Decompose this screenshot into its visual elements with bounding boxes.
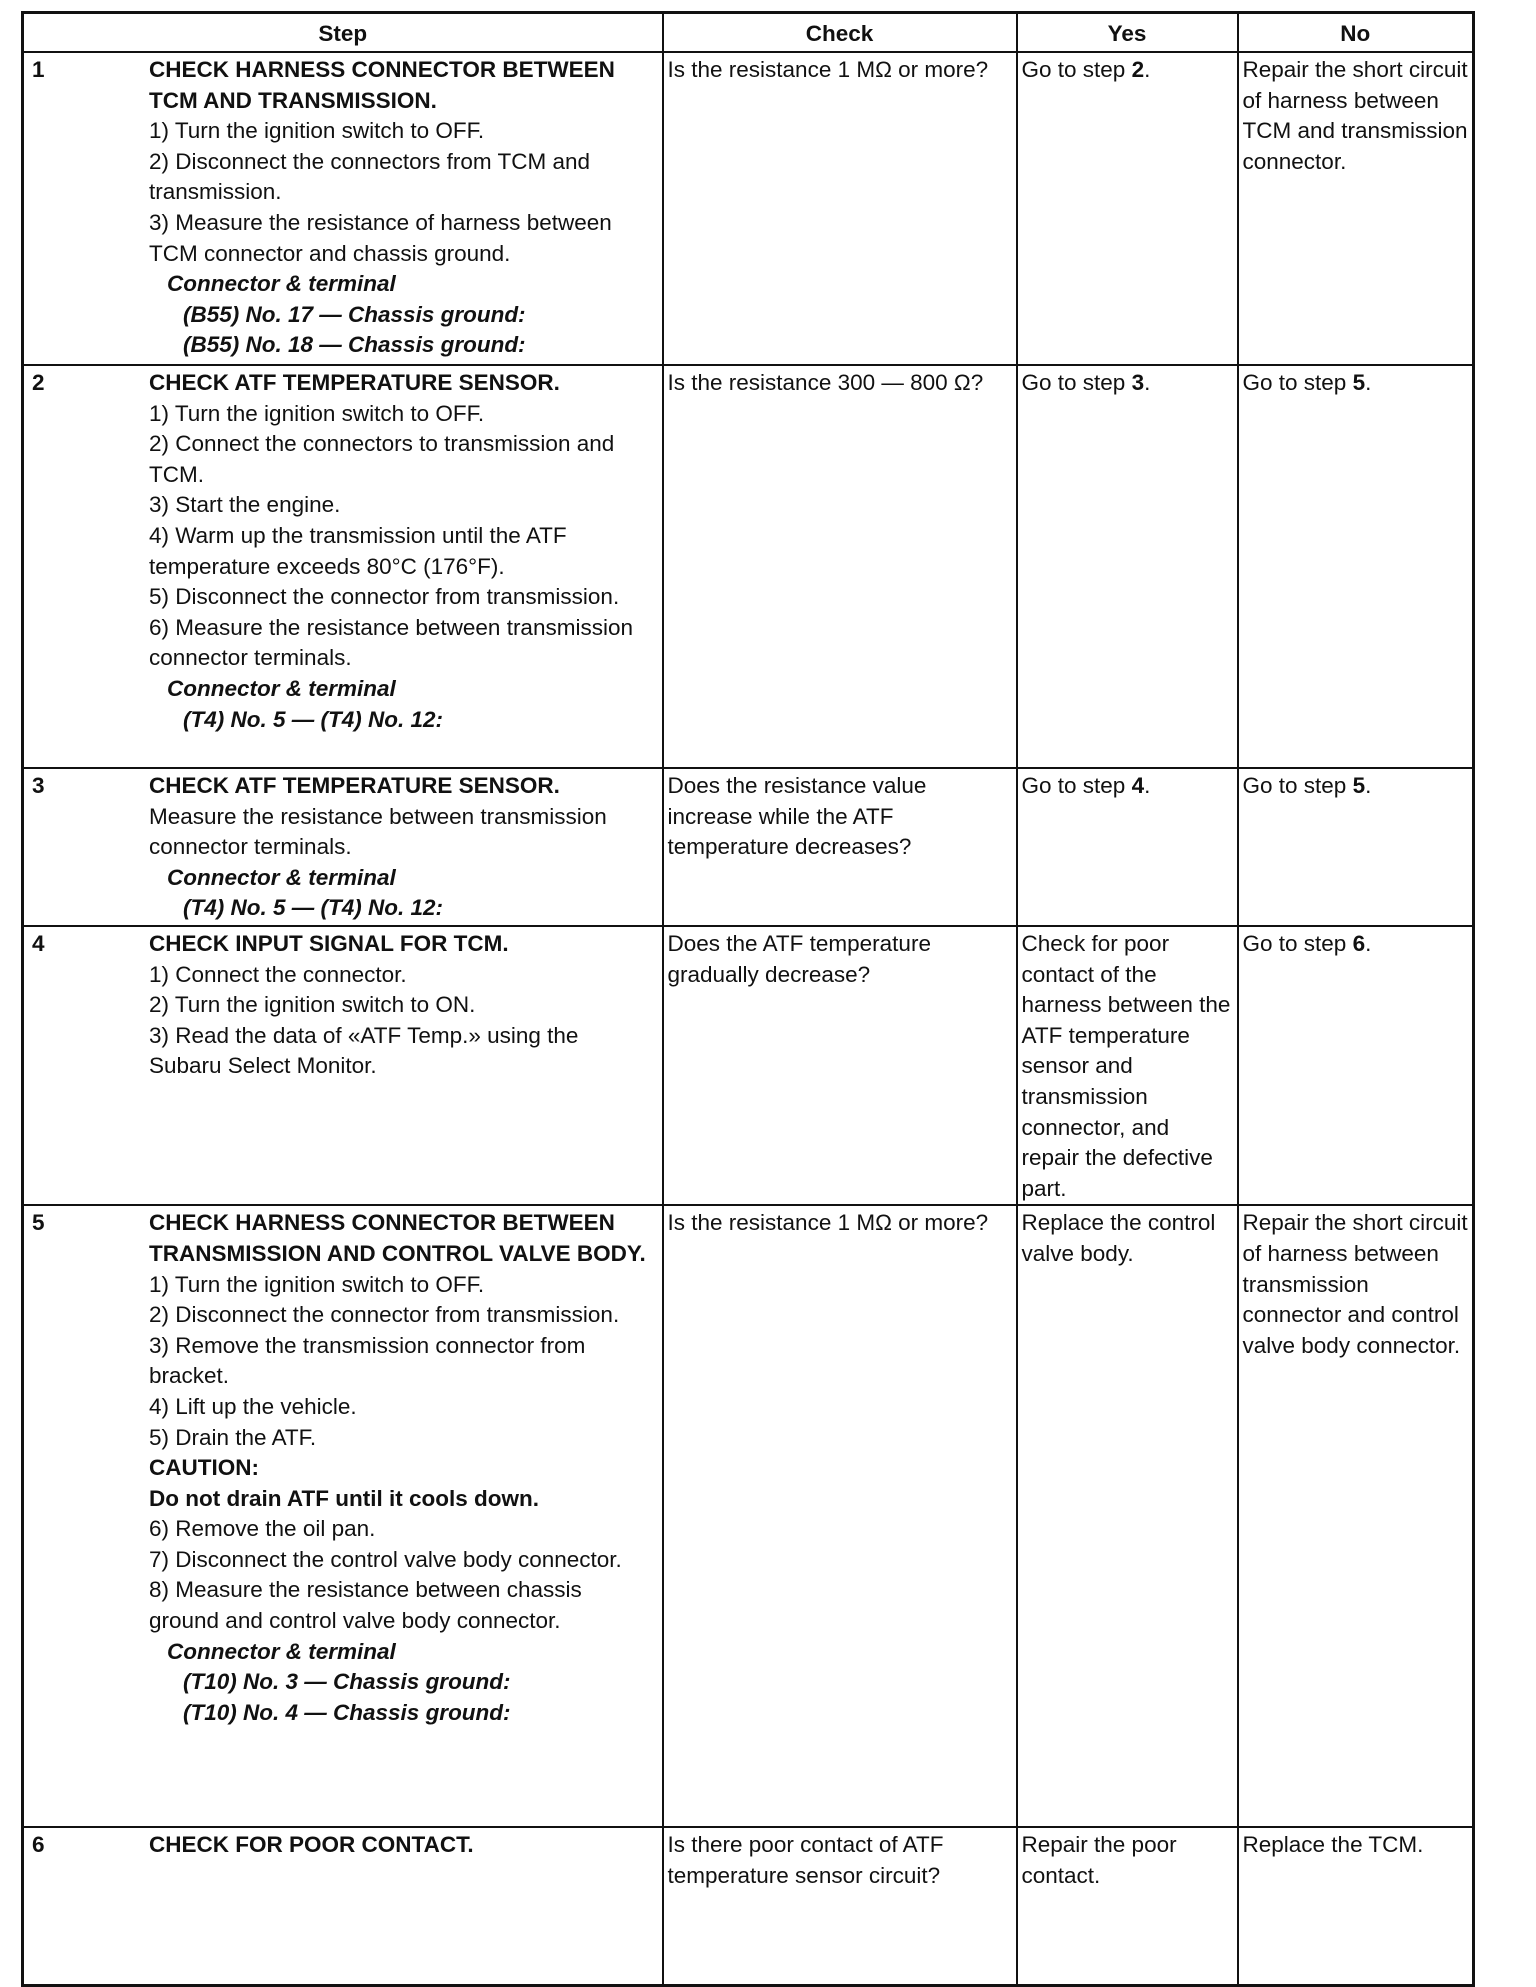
step-cell — [23, 1827, 663, 1985]
header-check: Check — [663, 13, 1017, 53]
step-number: 6 — [32, 1832, 45, 1858]
step-cell — [23, 768, 663, 926]
step-ref: 6 — [1352, 931, 1366, 956]
terminal-spec: (T4) No. 5 — (T4) No. 12: — [183, 895, 444, 921]
instruction-line: 6) Remove the oil pan. — [149, 1516, 376, 1542]
check-cell: Is there poor contact of ATF temperature sensor circuit? — [663, 1827, 1017, 1985]
table-header-row — [23, 13, 1474, 53]
instruction-line: 5) Drain the ATF. — [149, 1424, 317, 1450]
step-number: 2 — [32, 370, 45, 395]
no-cell: Go to step 5. — [1238, 768, 1474, 926]
header-no: No — [1238, 13, 1474, 53]
instruction-line: 3) Remove the transmission connector from bracket. — [149, 1332, 586, 1389]
diagnostic-procedure-table — [21, 11, 1475, 1987]
instruction-line: 1) Turn the ignition switch to OFF. — [149, 1271, 485, 1297]
check-cell: Does the resistance value increase while the ATF temperature decreases? — [663, 768, 1017, 926]
check-cell: Is the resistance 300 — 800 Ω? — [663, 365, 1017, 768]
header-yes: Yes — [1017, 13, 1238, 53]
instruction-line: 3) Start the engine. — [149, 492, 341, 518]
connector-label: Connector & terminal — [167, 864, 396, 890]
table-row — [23, 926, 1474, 1205]
connector-label: Connector & terminal — [167, 271, 396, 297]
step-ref: 5 — [1352, 773, 1366, 798]
table-row — [23, 1827, 1474, 1985]
instruction-line: 6) Measure the resistance between transmission connector terminals. — [149, 614, 633, 671]
instruction-line: 7) Disconnect the control valve body connector. — [149, 1546, 622, 1572]
table-row — [23, 1205, 1474, 1827]
yes-cell: Check for poor contact of the harness between the ATF temperature sensor and transmission connector, and repair the defective part. — [1017, 926, 1238, 1205]
instruction-line: Measure the resistance between transmission connector terminals. — [149, 803, 607, 860]
no-cell: Go to step 6. — [1238, 926, 1474, 1205]
step-cell — [23, 52, 663, 365]
no-cell: Repair the short circuit of harness between transmission connector and control valve body connector. — [1238, 1205, 1474, 1827]
connector-label: Connector & terminal — [167, 1638, 396, 1664]
no-cell: Replace the TCM. — [1238, 1827, 1474, 1985]
table-row — [23, 768, 1474, 926]
connector-label: Connector & terminal — [167, 675, 396, 701]
instruction-line: 2) Disconnect the connectors from TCM and transmission. — [149, 148, 591, 205]
terminal-spec: (T10) No. 3 — Chassis ground: — [183, 1669, 511, 1695]
step-ref: 2 — [1131, 57, 1145, 82]
header-step: Step — [23, 13, 663, 53]
terminal-spec: (B55) No. 18 — Chassis ground: — [183, 332, 526, 358]
check-cell: Does the ATF temperature gradually decrease? — [663, 926, 1017, 1205]
table-row — [23, 52, 1474, 365]
step-title: CHECK ATF TEMPERATURE SENSOR. — [149, 773, 560, 798]
step-title: CHECK INPUT SIGNAL FOR TCM. — [149, 931, 509, 956]
instruction-line: 3) Read the data of «ATF Temp.» using the Subaru Select Monitor. — [149, 1022, 579, 1079]
step-cell — [23, 926, 663, 1205]
instruction-line: 8) Measure the resistance between chassis ground and control valve body connector. — [149, 1577, 582, 1634]
instruction-line: 1) Turn the ignition switch to OFF. — [149, 400, 485, 426]
check-cell: Is the resistance 1 MΩ or more? — [663, 52, 1017, 365]
yes-cell: Repair the poor contact. — [1017, 1827, 1238, 1985]
step-ref: 3 — [1131, 370, 1145, 395]
terminal-spec: (T4) No. 5 — (T4) No. 12: — [183, 706, 444, 732]
step-title: CHECK FOR POOR CONTACT. — [149, 1832, 474, 1858]
yes-cell: Replace the control valve body. — [1017, 1205, 1238, 1827]
instruction-line: 2) Disconnect the connector from transmission. — [149, 1302, 620, 1328]
table-row — [23, 365, 1474, 768]
no-cell: Repair the short circuit of harness between TCM and transmission connector. — [1238, 52, 1474, 365]
instruction-line: 2) Connect the connectors to transmission and TCM. — [149, 431, 615, 487]
instruction-line: 4) Lift up the vehicle. — [149, 1393, 357, 1419]
instruction-line: 1) Turn the ignition switch to OFF. — [149, 118, 485, 144]
caution-text: Do not drain ATF until it cools down. — [149, 1485, 539, 1511]
step-cell — [23, 365, 663, 768]
instruction-line: 2) Turn the ignition switch to ON. — [149, 992, 476, 1018]
step-title: CHECK ATF TEMPERATURE SENSOR. — [149, 370, 560, 395]
yes-cell: Go to step 4. — [1017, 768, 1238, 926]
caution-label: CAUTION: — [149, 1455, 259, 1481]
step-ref: 5 — [1352, 370, 1366, 395]
terminal-spec: (T10) No. 4 — Chassis ground: — [183, 1699, 511, 1725]
instruction-line: 4) Warm up the transmission until the ATF temperature exceeds 80°C (176°F). — [149, 522, 567, 579]
no-cell: Go to step 5. — [1238, 365, 1474, 768]
instruction-line: 5) Disconnect the connector from transmission. — [149, 584, 620, 610]
check-cell: Is the resistance 1 MΩ or more? — [663, 1205, 1017, 1827]
instruction-line: 1) Connect the connector. — [149, 961, 407, 987]
step-title: CHECK HARNESS CONNECTOR BETWEEN TRANSMISSION AND CONTROL VALVE BODY. — [149, 1210, 646, 1266]
terminal-spec: (B55) No. 17 — Chassis ground: — [183, 301, 526, 327]
instruction-line: 3) Measure the resistance of harness between TCM connector and chassis ground. — [149, 209, 612, 266]
step-number: 3 — [32, 773, 45, 798]
yes-cell: Go to step 2. — [1017, 52, 1238, 365]
step-number: 5 — [32, 1210, 45, 1236]
yes-cell: Go to step 3. — [1017, 365, 1238, 768]
step-number: 4 — [32, 931, 45, 956]
step-number: 1 — [32, 57, 45, 82]
step-ref: 4 — [1131, 773, 1145, 798]
step-title: CHECK HARNESS CONNECTOR BETWEEN TCM AND TRANSMISSION. — [149, 57, 615, 113]
step-cell — [23, 1205, 663, 1827]
